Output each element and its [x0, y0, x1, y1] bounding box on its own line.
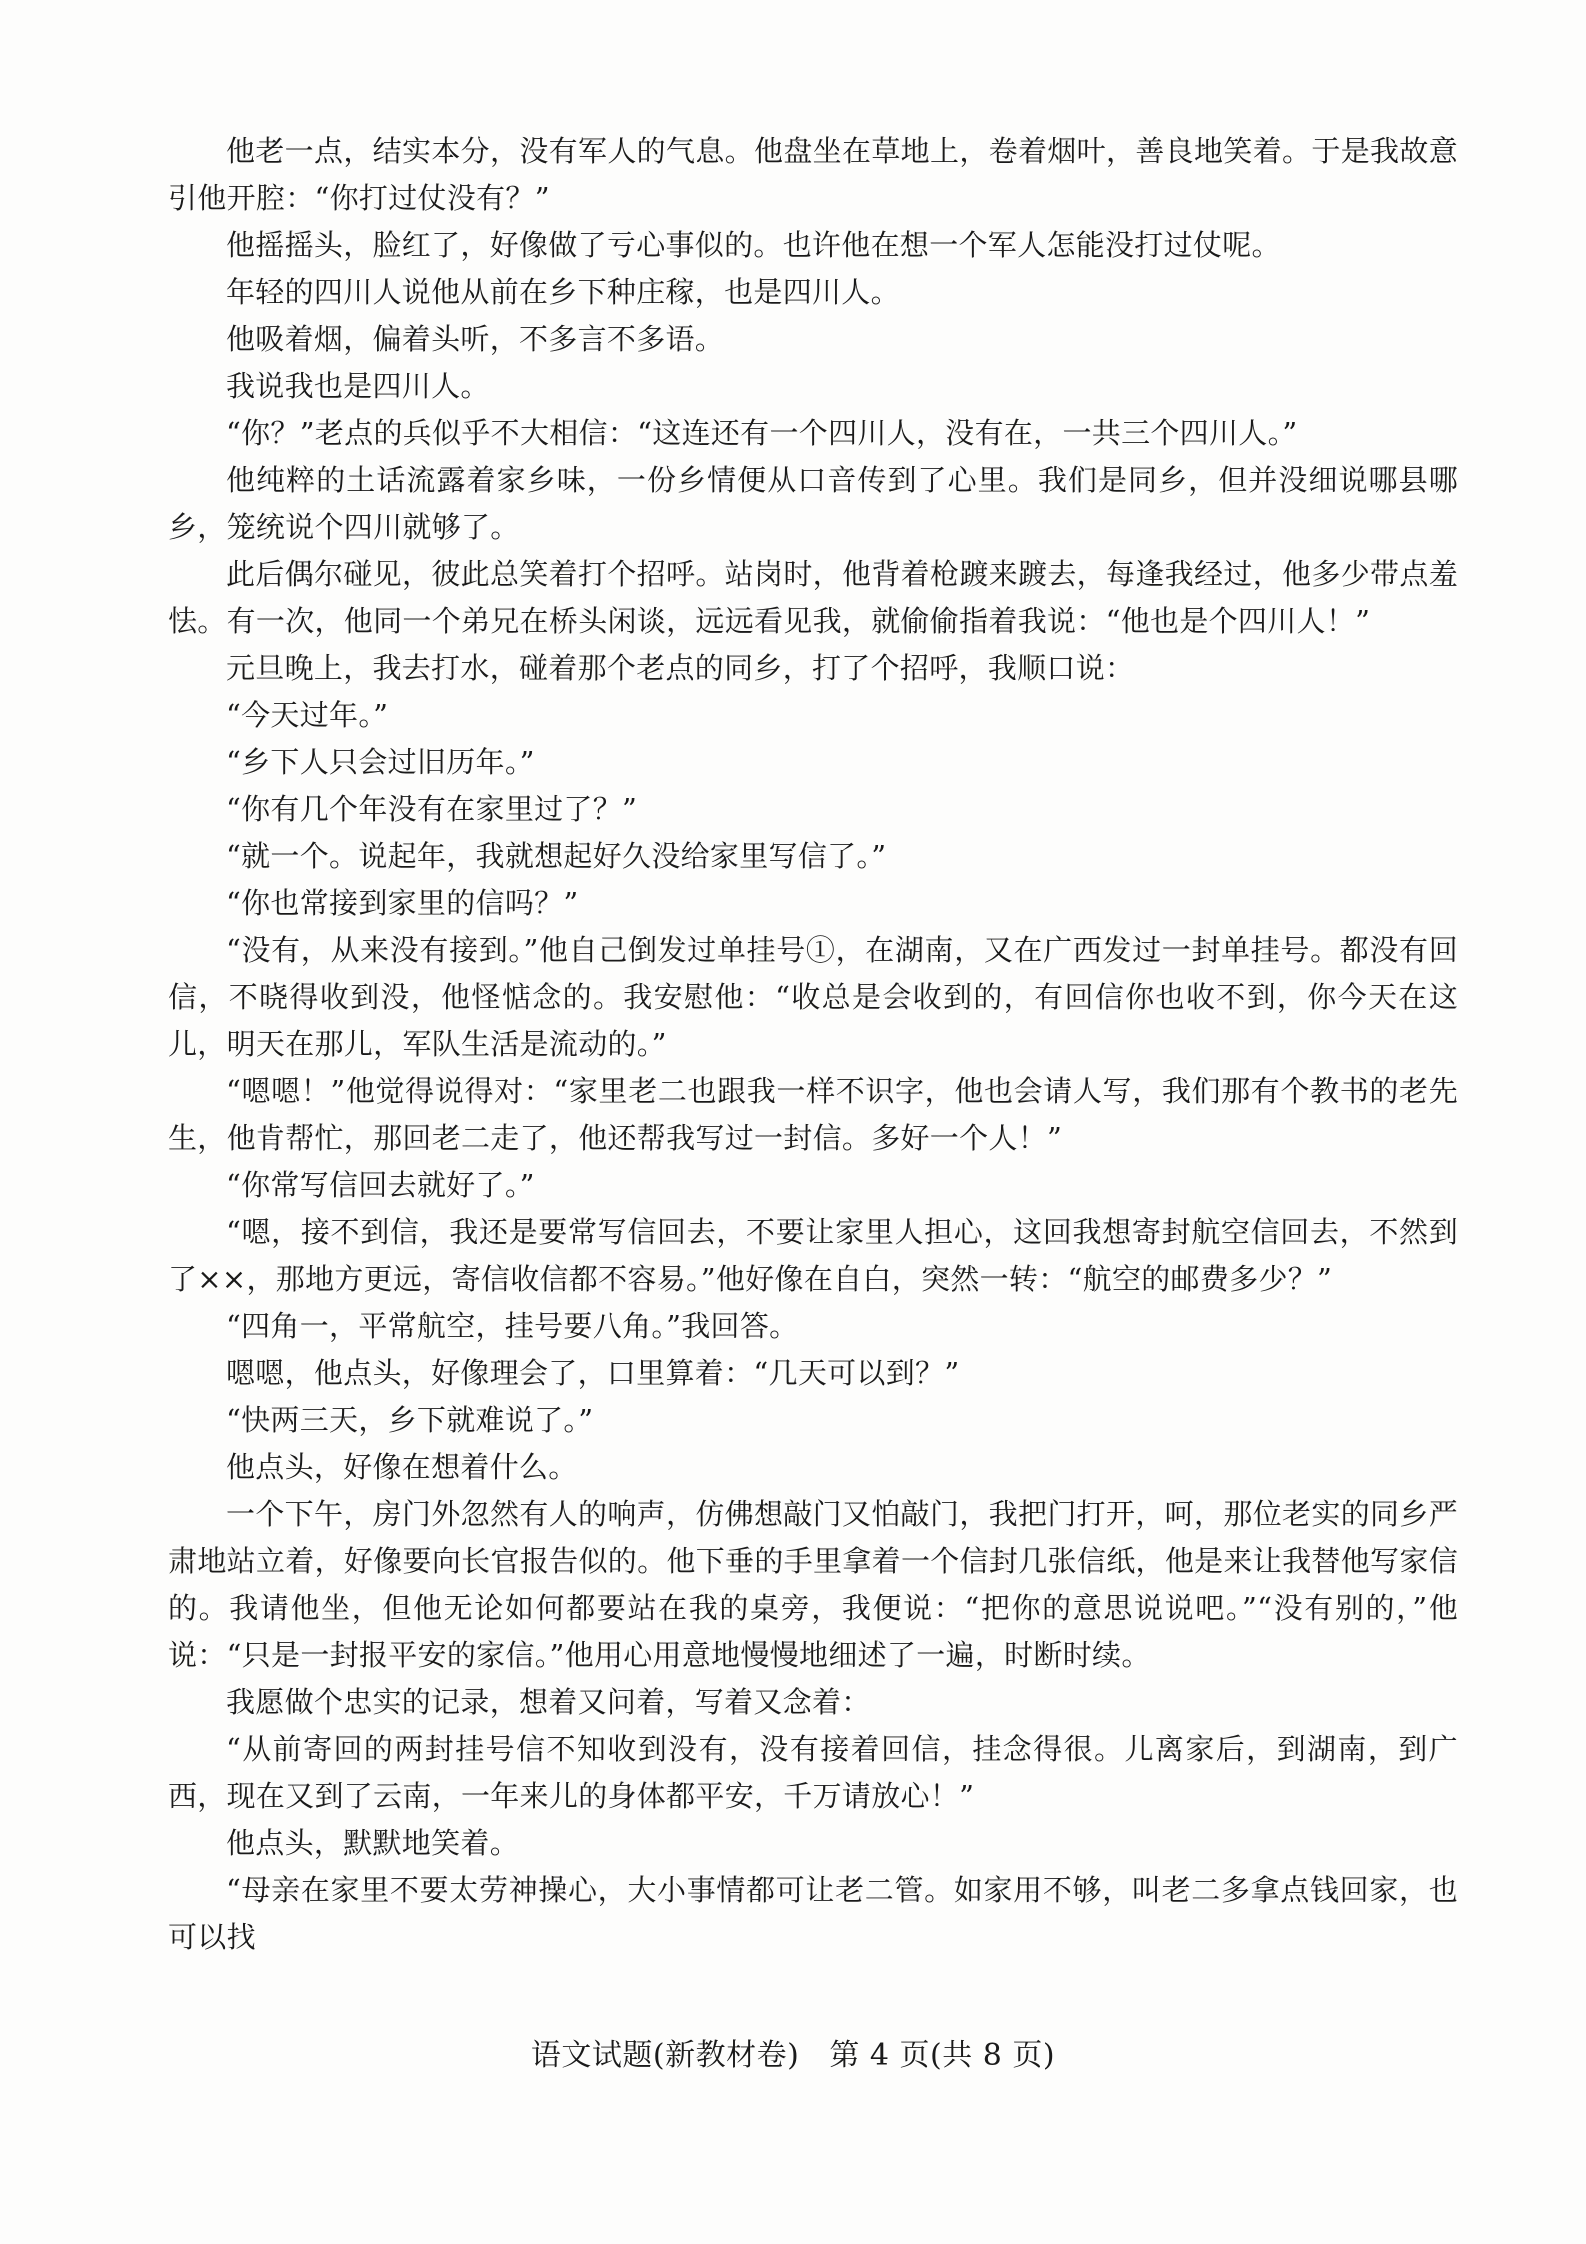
paragraph: “快两三天，乡下就难说了。”	[226, 1403, 594, 1437]
paragraph: 他摇摇头，脸红了，好像做了亏心事似的。也许他在想一个军人怎能没打过仗呢。	[226, 228, 1281, 262]
paragraph: “你常写信回去就好了。”	[226, 1168, 535, 1202]
paragraph: 他纯粹的土话流露着家乡味，一份乡情便从口音传到了心里。我们是同乡，但并没细说哪县哪乡，笼统说个四川就够了。	[168, 463, 1458, 544]
paragraph: 他点头，默默地笑着。	[226, 1826, 520, 1860]
paragraph: 一个下午，房门外忽然有人的响声，仿佛想敲门又怕敲门，我把门打开，呵，那位老实的同乡严肃地站立着，好像要向长官报告似的。他下垂的手里拿着一个信封几张信纸，他是来让我替他写家信的。我请他坐，但他无论如何都要站在我的桌旁，我便说：“把你的意思说说吧。”“没有别的，”他说：“只是一封报平安的家信。”他用心用意地慢慢地细述了一遍，时断时续。	[168, 1497, 1458, 1672]
footer-page-number: 第 4 页(共 8 页)	[829, 2038, 1056, 2073]
paragraph: 他吸着烟，偏着头听，不多言不多语。	[226, 322, 725, 356]
paragraph: 嗯嗯，他点头，好像理会了，口里算着：“几天可以到？”	[226, 1356, 960, 1390]
paragraph: 元旦晚上，我去打水，碰着那个老点的同乡，打了个招呼，我顺口说：	[226, 651, 1135, 685]
paragraph: 他老一点，结实本分，没有军人的气息。他盘坐在草地上，卷着烟叶，善良地笑着。于是我故意引他开腔：“你打过仗没有？”	[168, 134, 1458, 215]
paragraph: 我说我也是四川人。	[226, 369, 490, 403]
paragraph: 此后偶尔碰见，彼此总笑着打个招呼。站岗时，他背着枪踱来踱去，每逢我经过，他多少带点羞怯。有一次，他同一个弟兄在桥头闲谈，远远看见我，就偷偷指着我说：“他也是个四川人！”	[168, 557, 1458, 638]
paragraph: “乡下人只会过旧历年。”	[226, 745, 535, 779]
paragraph: “你有几个年没有在家里过了？”	[226, 792, 638, 826]
paragraph: 年轻的四川人说他从前在乡下种庄稼，也是四川人。	[226, 275, 900, 309]
paragraph: “四角一，平常航空，挂号要八角。”我回答。	[226, 1309, 799, 1343]
paragraph: “母亲在家里不要太劳神操心，大小事情都可让老二管。如家用不够，叫老二多拿点钱回家，也可以找	[168, 1873, 1458, 1954]
paragraph: “从前寄回的两封挂号信不知收到没有，没有接着回信，挂念得很。儿离家后，到湖南，到广西，现在又到了云南，一年来儿的身体都平安，千万请放心！”	[168, 1732, 1458, 1813]
paragraph: “嗯嗯！”他觉得说得对：“家里老二也跟我一样不识字，他也会请人写，我们那有个教书的老先生，他肯帮忙，那回老二走了，他还帮我写过一封信。多好一个人！”	[168, 1074, 1458, 1155]
paragraph: “就一个。说起年，我就想起好久没给家里写信了。”	[226, 839, 887, 873]
page-footer	[0, 2036, 1586, 2076]
paragraph: “没有，从来没有接到。”他自己倒发过单挂号①，在湖南，又在广西发过一封单挂号。都没有回信，不晓得收到没，他怪惦念的。我安慰他：“收总是会收到的，有回信你也收不到，你今天在这儿，明天在那儿，军队生活是流动的。”	[168, 933, 1458, 1061]
paragraph: 他点头，好像在想着什么。	[226, 1450, 578, 1484]
paragraph: “你也常接到家里的信吗？”	[226, 886, 579, 920]
article-body	[168, 128, 1458, 1961]
paragraph: “今天过年。”	[226, 698, 389, 732]
footer-subject: 语文试题(新教材卷)	[530, 2038, 800, 2073]
paragraph: “你？”老点的兵似乎不大相信：“这连还有一个四川人，没有在，一共三个四川人。”	[226, 416, 1298, 450]
paragraph: “嗯，接不到信，我还是要常写信回去，不要让家里人担心，这回我想寄封航空信回去，不然到了××，那地方更远，寄信收信都不容易。”他好像在自白，突然一转：“航空的邮费多少？”	[168, 1215, 1458, 1296]
paragraph: 我愿做个忠实的记录，想着又问着，写着又念着：	[226, 1685, 871, 1719]
